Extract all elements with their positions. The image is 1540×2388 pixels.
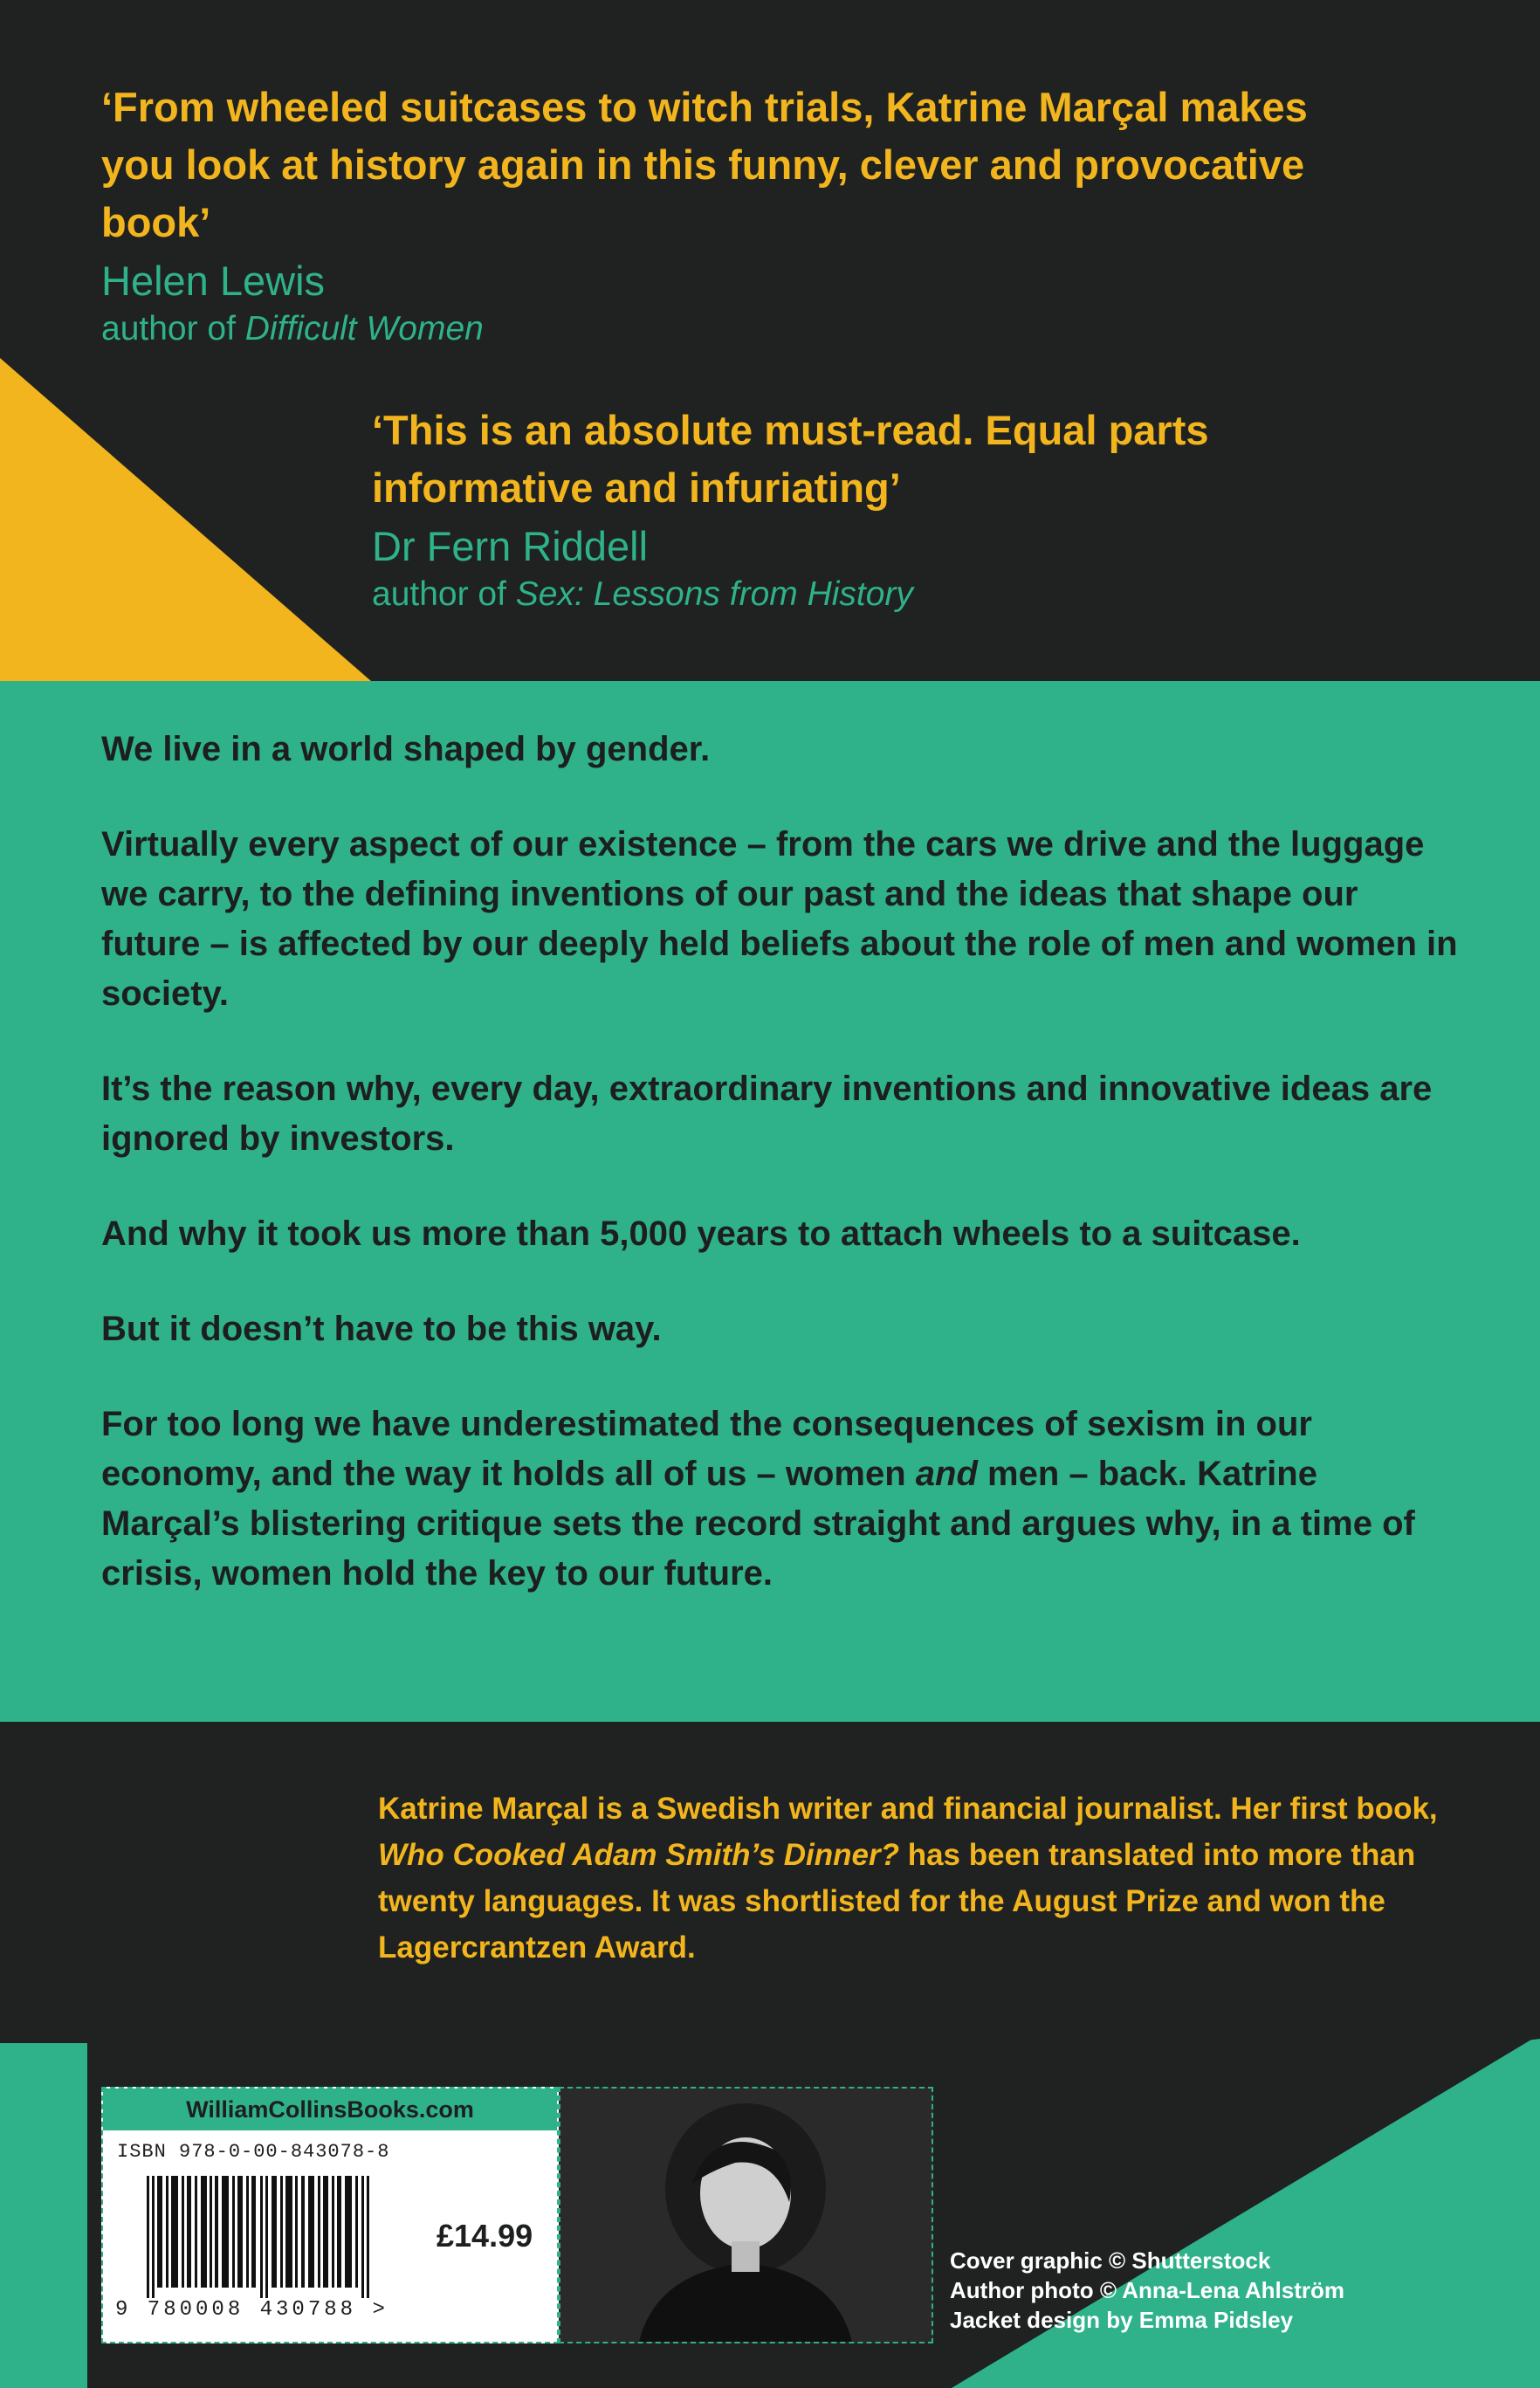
price: £14.99 bbox=[437, 2218, 533, 2254]
blurb-emphasis: and bbox=[915, 1455, 978, 1493]
bio-text: Katrine Marçal is a Swedish writer and financial journalist. Her first book, bbox=[378, 1792, 1438, 1826]
quote-fern-riddell bbox=[372, 402, 1297, 616]
blurb-text: For too long we have underestimated the consequences of sexism in our economy, and the way it holds all of us – women bbox=[101, 1405, 1312, 1493]
blurb-paragraph: Virtually every aspect of our existence – from the cars we drive and the luggage we carry, to the defining inventions of our past and the ideas that shape our future – is affected by our deeply held beliefs about the role of men and women in society. bbox=[101, 825, 1458, 1013]
blurb-paragraph: It’s the reason why, every day, extraordinary inventions and innovative ideas are ignored by investors. bbox=[101, 1070, 1433, 1158]
isbn-text: ISBN 978-0-00-843078-8 bbox=[117, 2141, 390, 2163]
credits bbox=[950, 2246, 1344, 2335]
credit-line: Jacket design by Emma Pidsley bbox=[950, 2307, 1294, 2333]
book-title: Sex: Lessons from History bbox=[515, 575, 913, 613]
quote-text: ‘From wheeled suitcases to witch trials, Katrine Marçal makes you look at history again in this funny, clever and provocative book’ bbox=[101, 84, 1308, 245]
quote-text: ‘This is an absolute must-read. Equal parts informative and infuriating’ bbox=[372, 407, 1209, 511]
author-photo bbox=[559, 2087, 933, 2343]
credit-line: Author photo © Anna-Lena Ahlström bbox=[950, 2277, 1344, 2303]
barcode-panel bbox=[101, 2087, 559, 2343]
quote-author-name: Helen Lewis bbox=[101, 258, 326, 304]
publisher-website[interactable]: WilliamCollinsBooks.com bbox=[103, 2089, 557, 2130]
blurb-paragraph: And why it took us more than 5,000 years to attach wheels to a suitcase. bbox=[101, 1215, 1301, 1253]
teal-bottom-right bbox=[952, 2034, 1540, 2388]
bio-book-title: Who Cooked Adam Smith’s Dinner? bbox=[378, 1838, 899, 1872]
blurb-paragraph: We live in a world shaped by gender. bbox=[101, 730, 711, 768]
quote-helen-lewis bbox=[101, 79, 1367, 351]
yellow-triangle bbox=[0, 358, 371, 681]
book-prefix: author of bbox=[101, 310, 245, 348]
blurb-paragraph: But it doesn’t have to be this way. bbox=[101, 1310, 662, 1348]
book-title: Difficult Women bbox=[244, 310, 484, 348]
bio-text: has been translated into more than twenty languages. It was shortlisted for the August Prize and won the Lagercrantzen Award. bbox=[378, 1838, 1416, 1965]
author-portrait-icon bbox=[560, 2089, 932, 2342]
quote-author-name: Dr Fern Riddell bbox=[372, 523, 649, 569]
author-bio bbox=[378, 1786, 1452, 1971]
book-prefix: author of bbox=[372, 575, 516, 613]
credit-line: Cover graphic © Shutterstock bbox=[950, 2247, 1271, 2274]
quote-author-book bbox=[372, 573, 1297, 616]
teal-bottom-left bbox=[0, 2043, 87, 2388]
blurb bbox=[101, 725, 1463, 1644]
blurb-text: men – back. Katrine Marçal’s blistering critique sets the record straight and argues why, in a time of crisis, women hold the key to our future. bbox=[101, 1455, 1415, 1593]
barcode-icon bbox=[147, 2176, 409, 2298]
quote-author-book bbox=[101, 307, 1367, 351]
barcode-digits: 9 780008 430788 > bbox=[115, 2298, 388, 2322]
blurb-paragraph bbox=[101, 1400, 1463, 1599]
